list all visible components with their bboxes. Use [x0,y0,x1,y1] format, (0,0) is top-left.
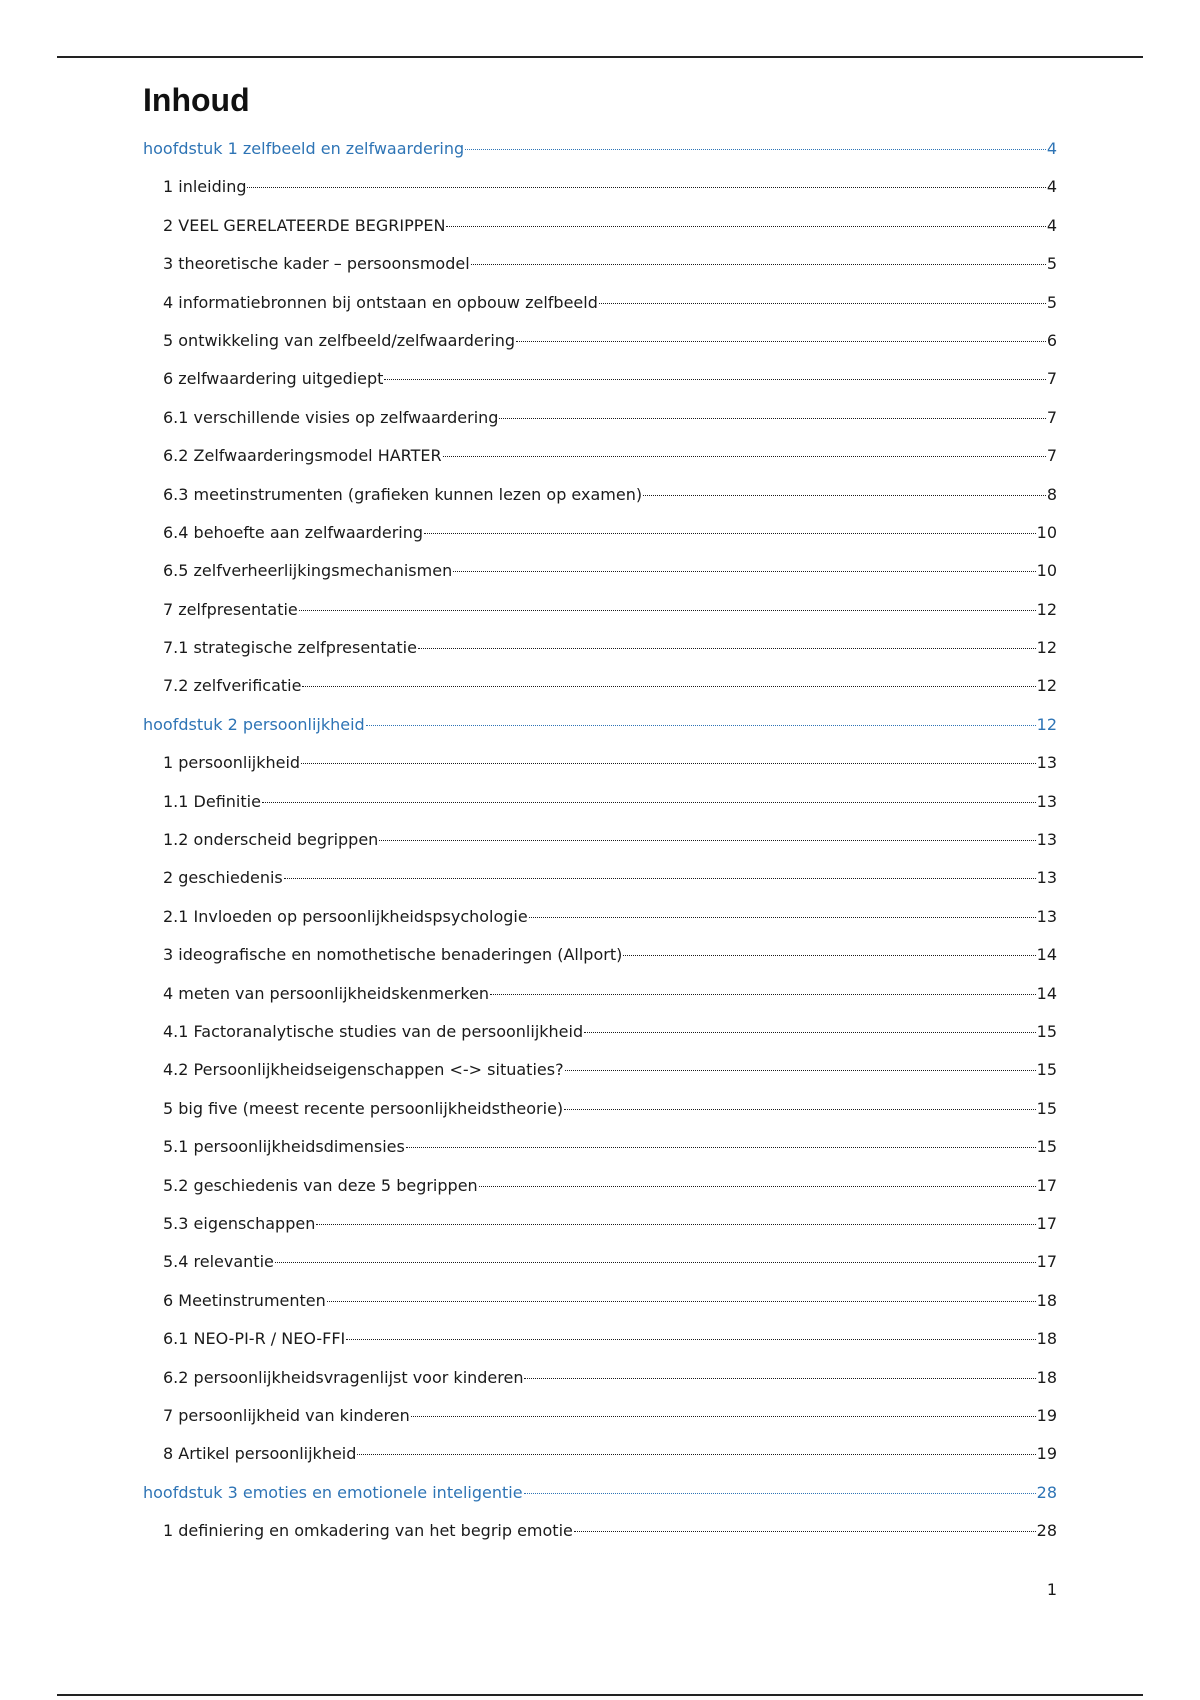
toc-dot-leader [623,955,1035,956]
toc-section-link[interactable] [143,441,1057,479]
toc-section-link[interactable] [143,556,1057,594]
toc-entry-page: 17 [1036,1175,1057,1195]
toc-entry-title: 1 persoonlijkheid [163,753,301,773]
toc-entry-title: 6 zelfwaardering uitgediept [163,369,384,389]
toc-entry-page: 12 [1036,714,1057,734]
toc-entry-title: 1.1 Definitie [163,791,261,811]
toc-entry-page: 17 [1036,1213,1057,1233]
toc-section-link[interactable] [143,480,1057,518]
toc-entry-page: 13 [1036,868,1057,888]
page-number: 1 [1046,1580,1057,1599]
toc-section-link[interactable] [143,1132,1057,1170]
toc-entry-page: 4 [1046,139,1057,158]
toc-section-link[interactable] [143,1171,1057,1209]
toc-section-link[interactable] [143,902,1057,940]
toc-entry-title: 5.1 persoonlijkheidsdimensies [163,1137,405,1157]
toc-section-link[interactable] [143,1324,1057,1362]
toc-dot-leader [418,648,1036,649]
toc-chapter-link[interactable] [143,1478,1057,1516]
toc-entry-title: 4.2 Persoonlijkheidseigenschappen <-> situaties? [163,1060,564,1080]
toc-dot-leader [301,763,1036,764]
toc-entry-title: 7 persoonlijkheid van kinderen [163,1405,410,1425]
toc-dot-leader [446,226,1045,227]
toc-section-link[interactable] [143,748,1057,786]
toc-dot-leader [643,495,1046,496]
toc-dot-leader [424,533,1036,534]
toc-entry-page: 12 [1036,599,1057,619]
toc-entry-page: 14 [1036,945,1057,965]
toc-dot-leader [316,1224,1035,1225]
toc-dot-leader [599,303,1046,304]
toc-entry-page: 13 [1036,753,1057,773]
toc-entry-page: 15 [1036,1137,1057,1157]
toc-entry-page: 28 [1036,1521,1057,1541]
toc-dot-leader [529,917,1036,918]
toc-dot-leader [516,341,1046,342]
toc-entry-page: 4 [1046,177,1057,197]
toc-chapter-link[interactable] [143,710,1057,748]
toc-dot-leader [584,1032,1036,1033]
toc-entry-page: 5 [1046,254,1057,274]
toc-entry-title: 2.1 Invloeden op persoonlijkheidspsychologie [163,906,528,926]
toc-dot-leader [247,187,1045,188]
toc-entry-title: hoofdstuk 2 persoonlijkheid [143,714,365,734]
toc-entry-title: 1 definiering en omkadering van het begrip emotie [163,1521,573,1541]
toc-dot-leader [499,418,1045,419]
toc-entry-page: 13 [1036,906,1057,926]
toc-entry-page: 10 [1036,522,1057,542]
toc-section-link[interactable] [143,1363,1057,1401]
toc-section-link[interactable] [143,787,1057,825]
toc-section-link[interactable] [143,671,1057,709]
toc-dot-leader [564,1109,1035,1110]
toc-dot-leader [411,1416,1036,1417]
toc-entry-title: 5.2 geschiedenis van deze 5 begrippen [163,1175,478,1195]
toc-section-link[interactable] [143,1017,1057,1055]
toc-section-link[interactable] [143,979,1057,1017]
toc-section-link[interactable] [143,249,1057,287]
toc-entry-page: 18 [1036,1329,1057,1349]
toc-entry-title: 6 Meetinstrumenten [163,1290,326,1310]
toc-dot-leader [565,1070,1036,1071]
toc-section-link[interactable] [143,1516,1057,1554]
toc-dot-leader [443,456,1046,457]
toc-dot-leader [524,1493,1036,1494]
toc-section-link[interactable] [143,1401,1057,1439]
toc-entry-title: 2 VEEL GERELATEERDE BEGRIPPEN [163,215,446,235]
toc-entry-page: 7 [1046,369,1057,389]
toc-dot-leader [327,1301,1036,1302]
toc-section-link[interactable] [143,595,1057,633]
toc-entry-page: 5 [1046,292,1057,312]
header-rule [57,56,1143,58]
toc-entry-page: 19 [1036,1444,1057,1464]
toc-dot-leader [490,994,1036,995]
toc-entry-title: 3 theoretische kader – persoonsmodel [163,254,470,274]
toc-entry-page: 28 [1036,1482,1057,1502]
toc-section-link[interactable] [143,364,1057,402]
toc-entry-page: 8 [1046,484,1057,504]
toc-entry-title: 3 ideografische en nomothetische benaderingen (Allport) [163,945,623,965]
toc-dot-leader [262,802,1036,803]
toc-entry-page: 14 [1036,983,1057,1003]
toc-section-link[interactable] [143,1439,1057,1477]
toc-entry-page: 15 [1036,1021,1057,1041]
toc-section-link[interactable] [143,1094,1057,1132]
toc-section-link[interactable] [143,326,1057,364]
toc-entry-title: 8 Artikel persoonlijkheid [163,1444,357,1464]
toc-entry-page: 13 [1036,791,1057,811]
toc-section-link[interactable] [143,1209,1057,1247]
toc-chapter-link[interactable] [143,134,1057,172]
toc-entry-page: 7 [1046,407,1057,427]
toc-dot-leader [524,1378,1035,1379]
toc-entry-page: 15 [1036,1098,1057,1118]
toc-dot-leader [357,1454,1035,1455]
toc-entry-page: 17 [1036,1252,1057,1272]
toc-dot-leader [453,571,1035,572]
toc-section-link[interactable] [143,288,1057,326]
toc-entry-title: 6.1 verschillende visies op zelfwaardering [163,407,499,427]
toc-dot-leader [284,878,1036,879]
toc-entry-title: 4.1 Factoranalytische studies van de persoonlijkheid [163,1021,584,1041]
toc-section-link[interactable] [143,211,1057,249]
toc-dot-leader [346,1339,1035,1340]
toc-section-link[interactable] [143,403,1057,441]
toc-dot-leader [471,264,1046,265]
toc-dot-leader [299,610,1036,611]
toc-entry-title: 4 informatiebronnen bij ontstaan en opbouw zelfbeeld [163,292,598,312]
toc-dot-leader [465,149,1046,150]
toc-entry-page: 15 [1036,1060,1057,1080]
toc-dot-leader [574,1531,1036,1532]
toc-section-link[interactable] [143,1286,1057,1324]
toc-section-link[interactable] [143,172,1057,210]
toc-dot-leader [406,1147,1036,1148]
toc-section-link[interactable] [143,1055,1057,1093]
toc-entry-page: 13 [1036,830,1057,850]
toc-entry-title: 6.5 zelfverheerlijkingsmechanismen [163,561,453,581]
toc-entry-title: hoofdstuk 1 zelfbeeld en zelfwaardering [143,139,465,158]
toc-entry-page: 18 [1036,1290,1057,1310]
toc-entry-page: 4 [1046,215,1057,235]
toc-entry-title: 1 inleiding [163,177,247,197]
toc-entry-page: 7 [1046,446,1057,466]
toc-dot-leader [275,1262,1036,1263]
toc-entry-title: 5 ontwikkeling van zelfbeeld/zelfwaardering [163,330,516,350]
toc-entry-title: 7.2 zelfverificatie [163,676,302,696]
toc-dot-leader [302,686,1035,687]
toc-dot-leader [366,725,1036,726]
toc-entry-title: 6.4 behoefte aan zelfwaardering [163,522,424,542]
toc-dot-leader [479,1186,1036,1187]
toc-entry-page: 19 [1036,1405,1057,1425]
toc-entry-page: 6 [1046,330,1057,350]
toc-section-link[interactable] [143,1247,1057,1285]
footer-rule [57,1694,1143,1696]
toc-section-link[interactable] [143,518,1057,556]
toc-section-link[interactable] [143,863,1057,901]
toc-entry-title: 1.2 onderscheid begrippen [163,830,379,850]
toc-section-link[interactable] [143,940,1057,978]
toc-entry-title: 6.1 NEO-PI-R / NEO-FFI [163,1329,346,1349]
toc-entry-title: 6.3 meetinstrumenten (grafieken kunnen lezen op examen) [163,484,643,504]
toc-entry-title: 6.2 Zelfwaarderingsmodel HARTER [163,446,442,466]
toc-entry-page: 10 [1036,561,1057,581]
toc-entry-page: 12 [1036,638,1057,658]
toc-title: Inhoud [143,82,250,118]
toc-entry-title: 5.4 relevantie [163,1252,274,1272]
toc-entry-title: 5.3 eigenschappen [163,1213,316,1233]
toc-entry-title: 5 big five (meest recente persoonlijkheidstheorie) [163,1098,564,1118]
toc-dot-leader [379,840,1035,841]
toc-entry-title: 7 zelfpresentatie [163,599,298,619]
toc-entry-title: 6.2 persoonlijkheidsvragenlijst voor kinderen [163,1367,524,1387]
toc-section-link[interactable] [143,825,1057,863]
toc-entry-page: 12 [1036,676,1057,696]
toc-entry-title: 2 geschiedenis [163,868,283,888]
toc-section-link[interactable] [143,633,1057,671]
toc-dot-leader [384,379,1045,380]
toc-entry-title: hoofdstuk 3 emoties en emotionele inteligentie [143,1482,523,1502]
toc-entry-title: 4 meten van persoonlijkheidskenmerken [163,983,490,1003]
table-of-contents [143,134,1057,1554]
toc-entry-page: 18 [1036,1367,1057,1387]
toc-entry-title: 7.1 strategische zelfpresentatie [163,638,417,658]
